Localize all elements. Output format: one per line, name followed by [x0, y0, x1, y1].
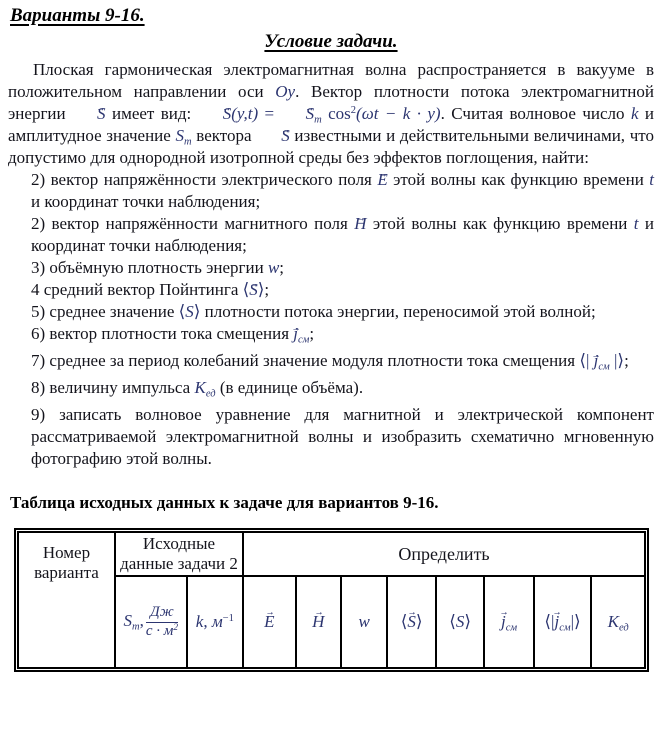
- item-text: вектор напряжённости магнитного поля: [45, 214, 355, 233]
- formula-args: (y,t): [231, 104, 259, 123]
- variable-t: t: [633, 214, 639, 233]
- subscript-ed: ед: [205, 388, 216, 400]
- task-item-1: [31, 169, 654, 213]
- item-text: плотности потока энергии, переносимой этой волной;: [200, 302, 596, 321]
- item-number: 6): [31, 324, 46, 343]
- subscript-ed: ед: [618, 622, 629, 634]
- wavenumber-k-symbol: k: [630, 104, 639, 123]
- task-item-9: [31, 404, 654, 470]
- item-text: и координат точки наблюдения;: [31, 214, 655, 255]
- task-item-8: [31, 377, 654, 399]
- item-text: среднее за период колебаний значение модуля плотности тока смещения: [45, 351, 580, 370]
- variable-k: k: [195, 612, 204, 631]
- item-text: ;: [264, 280, 270, 299]
- vector-S-symbol: → S: [407, 612, 416, 632]
- superscript-2: 2: [350, 105, 357, 117]
- item-text: этой волны как функцию времени: [366, 214, 634, 233]
- variable-t: t: [649, 170, 654, 189]
- axis-Oy-symbol: Oy: [275, 82, 296, 101]
- item-text: (в единице объёма).: [215, 378, 364, 397]
- variants-data-table: [17, 531, 646, 669]
- superscript-minus-1: −1: [222, 613, 234, 625]
- angle-bracket-left: ⟨: [449, 612, 456, 631]
- displacement-current-symbol: [593, 351, 610, 373]
- header-source-data: Исходные данные задачи 2: [115, 532, 243, 576]
- task-item-4: [31, 279, 654, 301]
- task-item-2: [31, 213, 654, 257]
- subscript-sm: см: [559, 622, 571, 634]
- item-number: 2): [31, 170, 46, 189]
- item-text: ;: [309, 324, 315, 343]
- subscript-sm: см: [298, 334, 310, 346]
- angle-bracket-right: ⟩: [415, 612, 423, 631]
- angle-bracket-left: ⟨: [178, 302, 186, 321]
- variable-w: w: [267, 258, 280, 277]
- page-title: [10, 5, 654, 27]
- angle-bracket-right: ⟩: [464, 612, 471, 631]
- units-fraction: [146, 605, 178, 640]
- displacement-current-symbol: [293, 324, 310, 346]
- fraction-denominator: [146, 623, 178, 640]
- subscript-m: m: [314, 114, 322, 126]
- col-header-w: [341, 576, 387, 668]
- item-text: среднее значение: [45, 302, 179, 321]
- angle-bracket-right: ⟩: [193, 302, 201, 321]
- vector-H-symbol: → H: [312, 612, 324, 632]
- intro-text: и амплитудное значение: [8, 104, 655, 145]
- vector-Sm-symbol: → S: [281, 103, 315, 125]
- intro-text: . Считая волновое число: [440, 104, 631, 123]
- subscript-sm: см: [598, 361, 610, 373]
- item-text: вектор плотности тока смещения: [45, 324, 294, 343]
- impulse-K-symbol: [194, 378, 216, 400]
- unit-m: м: [211, 612, 223, 631]
- angle-bracket-bar-left: ⟨|: [544, 612, 555, 631]
- vector-S-symbol: → S: [256, 125, 290, 147]
- col-header-Sm-units: [115, 576, 187, 668]
- intro-text: вектора: [191, 126, 257, 145]
- variable-K: K: [194, 378, 206, 397]
- intro-text: имеет вид:: [105, 104, 198, 123]
- vector-H-symbol: → H: [354, 213, 366, 235]
- item-number: 2): [31, 214, 46, 233]
- angle-bracket-left: ⟨: [242, 280, 250, 299]
- vector-j-symbol: → j: [594, 350, 599, 372]
- item-text: ;: [624, 351, 629, 370]
- equals-sign: =: [258, 104, 281, 123]
- angle-bracket-left: ⟨: [400, 612, 408, 631]
- intro-paragraph: [8, 59, 654, 169]
- item-text: этой волны как функцию времени: [387, 170, 650, 189]
- variable-K: K: [607, 612, 619, 631]
- angle-bracket-bar-left: ⟨|: [579, 351, 594, 370]
- item-text: средний вектор Пойнтинга: [39, 280, 243, 299]
- vector-E-symbol: → E: [264, 612, 274, 632]
- vector-S-symbol: → S: [72, 103, 106, 125]
- col-header-S-avg-vec: [387, 576, 435, 668]
- col-header-j-displacement: [484, 576, 533, 668]
- subscript-m: m: [184, 136, 192, 148]
- intro-text: известными и действительными величинами, что допустимо для однородной изотропной среды без эффектов поглощения, найти:: [8, 126, 654, 167]
- col-header-E: [243, 576, 295, 668]
- item-number: 3): [31, 258, 46, 277]
- Sm-base: S: [123, 610, 132, 630]
- table-caption: Таблица исходных данных к задаче для вариантов 9-16.: [10, 493, 439, 512]
- intro-text: . Вектор плотности потока электромагнитной энергии: [8, 82, 654, 123]
- intro-text: Плоская гармоническая электромагнитная волна распространяется в вакууме в положительном направлении оси: [8, 60, 654, 101]
- vector-S-symbol: → S: [249, 279, 258, 301]
- item-text: записать волновое уравнение для магнитной и электрической компонент рассматриваемой электромагнитной волны и изобразить схематично мгновенную фотографию этой волны.: [31, 405, 654, 468]
- item-text: вектор напряжённости электрического поля: [45, 170, 378, 189]
- cos-function: cos: [321, 104, 351, 123]
- col-header-k-units: [187, 576, 244, 668]
- angle-bracket-right: ⟩: [257, 280, 265, 299]
- subscript-m: m: [131, 621, 140, 633]
- section-heading: [8, 31, 654, 53]
- col-header-H: [296, 576, 341, 668]
- task-item-6: [31, 323, 654, 345]
- table-outer-border: [14, 528, 649, 672]
- variants-heading: Варианты 9-16.: [10, 5, 145, 26]
- vector-j-symbol: → j: [554, 612, 559, 632]
- amplitude-Sm-symbol: [175, 126, 192, 148]
- header-determine: Определить: [243, 532, 645, 576]
- task-item-3: [31, 257, 654, 279]
- fraction-numerator: Дж: [146, 605, 178, 623]
- col-header-K: [591, 576, 645, 668]
- task-item-5: [31, 301, 654, 323]
- poynting-vector-formula: [198, 104, 441, 126]
- variable-w: w: [358, 612, 370, 631]
- superscript-2: 2: [173, 622, 178, 633]
- item-number: 4: [31, 280, 40, 299]
- condition-heading: Условие задачи.: [264, 31, 398, 52]
- formula-phase: (ωt − k · y): [356, 104, 441, 123]
- angle-bracket-bar-right: |⟩: [609, 351, 625, 370]
- item-text: и координат точки наблюдения;: [31, 192, 261, 211]
- task-item-7: [31, 350, 654, 372]
- col-header-S-avg: [436, 576, 484, 668]
- vector-E-symbol: → E: [377, 169, 387, 191]
- item-number: 5): [31, 302, 46, 321]
- angle-bracket-bar-right: |⟩: [570, 612, 581, 631]
- variable-S: S: [185, 302, 194, 321]
- Sm-base: S: [175, 126, 184, 145]
- vector-j-symbol: → j: [501, 612, 506, 632]
- header-variant-number: Номер варианта: [18, 532, 115, 668]
- subscript-sm: см: [505, 622, 518, 634]
- vector-j-symbol: → j: [293, 323, 298, 345]
- item-number: 9): [31, 405, 46, 424]
- comma: ,: [203, 612, 212, 631]
- comma: ,: [139, 610, 144, 630]
- item-number: 7): [31, 351, 46, 370]
- denominator-units: с · м: [145, 622, 174, 639]
- col-header-j-avg: [534, 576, 592, 668]
- item-number: 8): [31, 378, 46, 397]
- item-text: объёмную плотность энергии: [45, 258, 268, 277]
- variable-S: S: [455, 612, 465, 631]
- item-text: ;: [279, 258, 285, 277]
- vector-S-symbol: → S: [198, 103, 232, 125]
- item-text: величину импульса: [45, 378, 195, 397]
